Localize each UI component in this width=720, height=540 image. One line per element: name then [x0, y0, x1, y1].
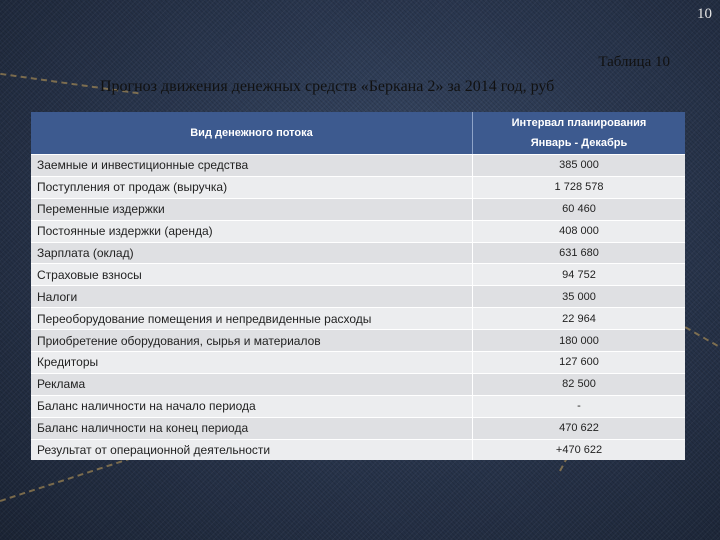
page-number: 10	[697, 6, 712, 22]
table-body	[31, 154, 685, 460]
row-label: Переменные издержки	[37, 202, 165, 217]
table-row	[31, 417, 685, 439]
header-flow-type: Вид денежного потока	[190, 127, 313, 139]
row-value: 470 622	[472, 418, 685, 439]
row-label: Результат от операционной деятельности	[37, 443, 271, 458]
row-label: Переоборудование помещения и непредвиденные расходы	[37, 311, 372, 326]
row-label: Реклама	[37, 377, 86, 392]
row-label: Постоянные издержки (аренда)	[37, 224, 213, 239]
row-label: Зарплата (оклад)	[37, 246, 134, 260]
table-header	[31, 112, 685, 154]
row-label: Баланс наличности на конец периода	[37, 421, 249, 436]
row-value: 127 600	[472, 352, 685, 373]
row-label: Поступления от продаж (выручка)	[37, 180, 228, 195]
table-row	[31, 307, 685, 329]
header-planning-interval	[472, 112, 685, 154]
row-value: 22 964	[472, 308, 685, 329]
table-row	[31, 351, 685, 373]
row-label: Приобретение оборудования, сырья и материалов	[37, 333, 321, 348]
header-planning-interval-line2: Январь - Декабрь	[530, 137, 628, 149]
row-value: -	[472, 396, 685, 417]
table-row	[31, 329, 685, 351]
table-caption: Таблица 10	[598, 54, 670, 70]
row-value: 1 728 578	[472, 177, 685, 198]
row-value: 94 752	[472, 264, 685, 285]
table-row	[31, 154, 685, 176]
table-row	[31, 395, 685, 417]
row-value: 35 000	[472, 286, 685, 307]
table-row	[31, 373, 685, 395]
table-row	[31, 198, 685, 220]
table-row	[31, 263, 685, 285]
table-row	[31, 439, 685, 461]
row-value: 180 000	[472, 330, 685, 351]
row-value: +470 622	[472, 440, 685, 461]
table-row	[31, 285, 685, 307]
header-planning-interval-line1: Интервал планирования	[511, 117, 647, 129]
row-value: 82 500	[472, 374, 685, 395]
row-value: 60 460	[472, 199, 685, 220]
row-label: Баланс наличности на начало периода	[37, 399, 256, 414]
table-row	[31, 242, 685, 264]
row-value: 408 000	[472, 221, 685, 242]
row-value: 385 000	[472, 155, 685, 176]
row-value: 631 680	[472, 243, 685, 264]
row-label: Налоги	[37, 289, 78, 304]
row-label: Заемные и инвестиционные средства	[37, 158, 249, 173]
table-row	[31, 176, 685, 198]
row-label: Страховые взносы	[37, 267, 142, 282]
cash-flow-table	[31, 112, 685, 460]
table-title: Прогноз движения денежных средств «Беркана 2» за 2014 год, руб	[100, 78, 555, 95]
row-label: Кредиторы	[37, 355, 99, 370]
table-row	[31, 220, 685, 242]
